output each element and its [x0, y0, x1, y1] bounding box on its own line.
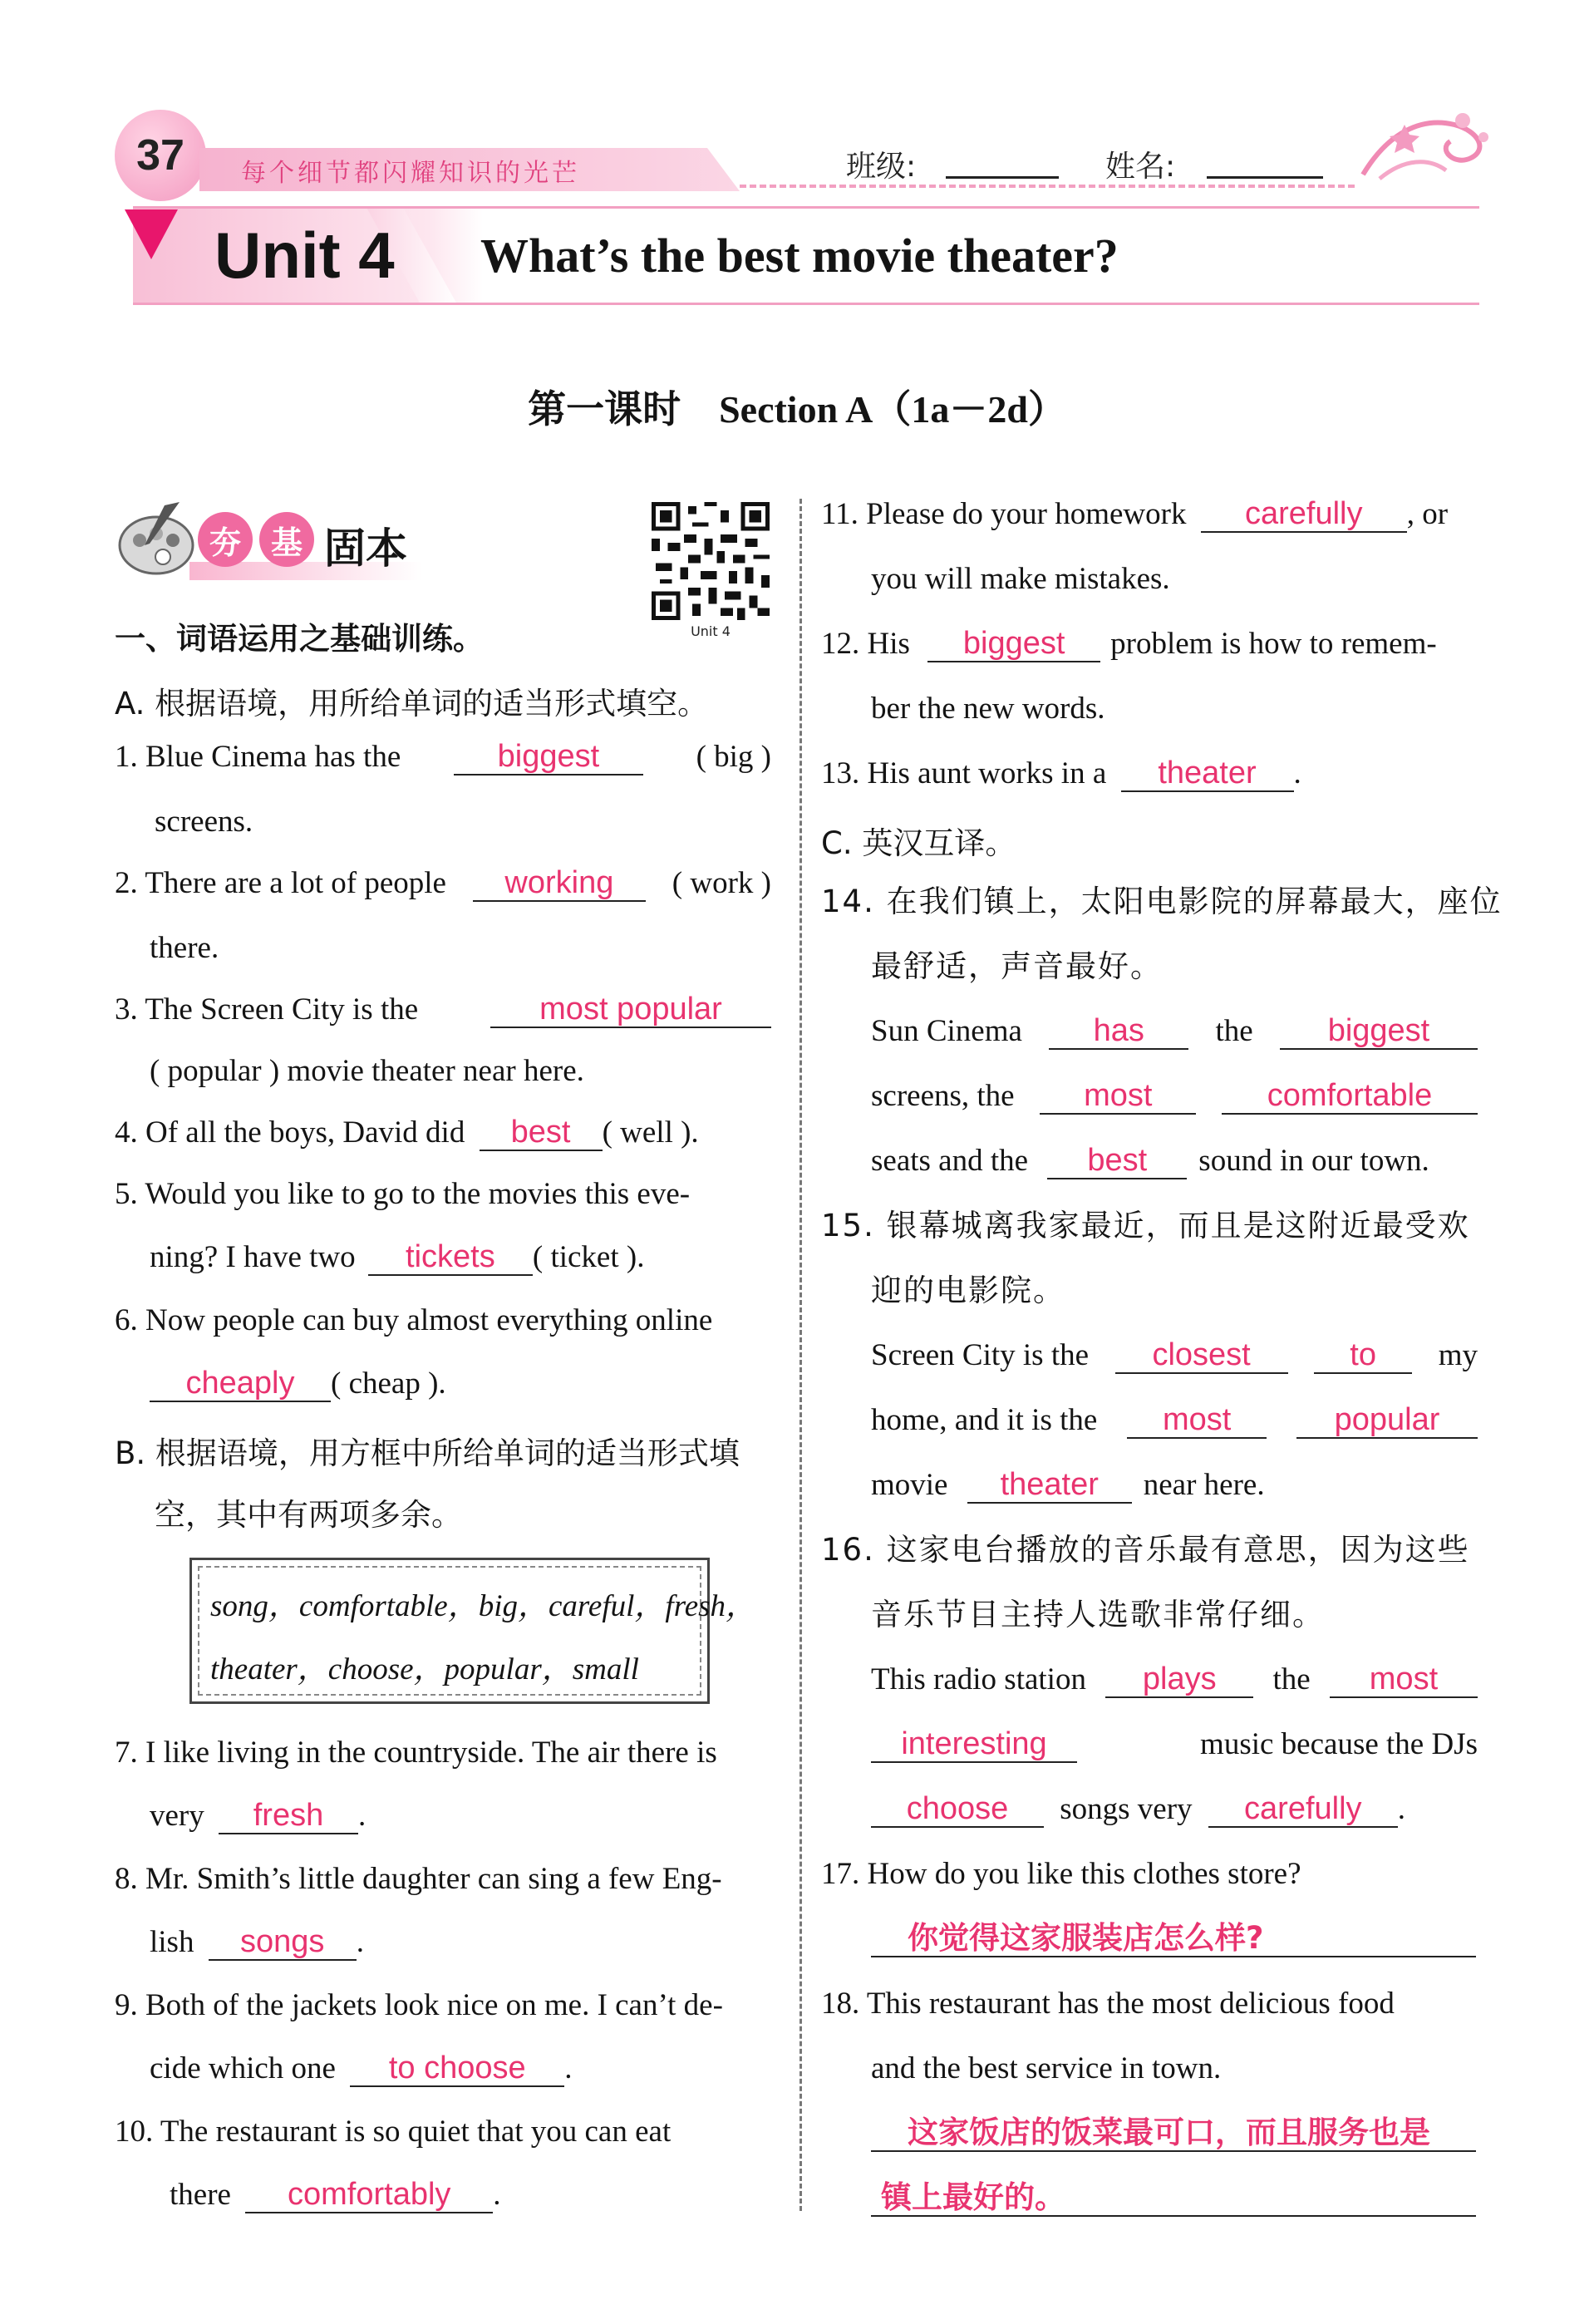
- q16-blank-5[interactable]: carefully: [1208, 1792, 1398, 1828]
- q9-blank[interactable]: to choose: [350, 2051, 564, 2087]
- q18-blank-1[interactable]: 这家饭店的饭菜最可口，而且服务也是: [871, 2116, 1476, 2152]
- q3-blank[interactable]: most popular: [490, 992, 771, 1028]
- q18-answer-line1: [871, 2115, 1476, 2153]
- q15-blank-4[interactable]: popular: [1296, 1403, 1478, 1439]
- unit-label: Unit 4: [214, 219, 395, 292]
- q3-line2: ( popular ) movie theater near here.: [150, 1054, 584, 1088]
- word-box-line-2: theater，choose，popular，small: [210, 1652, 639, 1686]
- q8-line2: lish songs .: [150, 1924, 364, 1959]
- q17-answer-line: [871, 1920, 1476, 1958]
- unit-triangle-icon: [125, 209, 178, 259]
- q12-line2: ber the new words.: [871, 692, 1105, 726]
- q15-blank-5[interactable]: theater: [967, 1468, 1132, 1504]
- section-badge: [115, 497, 447, 588]
- q14-blank-1[interactable]: has: [1049, 1014, 1188, 1050]
- q17-blank[interactable]: 你觉得这家服装店怎么样?: [871, 1922, 1476, 1957]
- badge-text: 固本: [324, 524, 407, 573]
- q11-line2: you will make mistakes.: [871, 562, 1170, 596]
- q15-en-line2: home, and it is the most popular: [871, 1401, 1478, 1440]
- qr-label: Unit 4: [691, 623, 731, 639]
- q2-blank[interactable]: working: [473, 866, 646, 902]
- unit-bottom-line: [133, 303, 1479, 305]
- q8-line1: 8. Mr. Smith’s little daughter can sing a few Eng-: [115, 1862, 722, 1896]
- part1-title: 一、词语运用之基础训练。: [115, 621, 484, 657]
- q16-cn-line2: 音乐节目主持人选歌非常仔细。: [871, 1597, 1325, 1632]
- q14-blank-4[interactable]: comfortable: [1222, 1079, 1478, 1115]
- name-label: 姓名:: [1105, 150, 1176, 184]
- q18-answer-line2: [871, 2179, 1476, 2218]
- q5-line1: 5. Would you like to go to the movies this eve-: [115, 1177, 691, 1211]
- part-a-title: A. 根据语境，用所给单词的适当形式填空。: [115, 686, 709, 721]
- q2-line2: there.: [150, 931, 219, 965]
- q14-en-line2: screens, the most comfortable: [871, 1077, 1478, 1115]
- q16-en-line1: This radio station plays the most: [871, 1661, 1478, 1699]
- q9-line1: 9. Both of the jackets look nice on me. I can’t de-: [115, 1988, 723, 2022]
- q4-blank[interactable]: best: [480, 1115, 603, 1151]
- q5-blank[interactable]: tickets: [368, 1240, 533, 1276]
- q16-blank-2[interactable]: most: [1330, 1662, 1478, 1698]
- q15-cn-line2: 迎的电影院。: [871, 1273, 1065, 1308]
- q15-cn-line1: 15. 银幕城离我家最近，而且是这附近最受欢: [821, 1208, 1470, 1243]
- q11-line1: 11. Please do your homework carefully , or: [821, 496, 1449, 531]
- badge-char-2: 基: [259, 512, 314, 567]
- q16-en-line2: interesting music because the DJs: [871, 1726, 1478, 1764]
- q7-blank[interactable]: fresh: [219, 1799, 358, 1834]
- q6-blank[interactable]: cheaply: [150, 1366, 331, 1402]
- q9-line2: cide which one to choose .: [150, 2051, 573, 2085]
- q6-line1: 6. Now people can buy almost everything online: [115, 1303, 713, 1337]
- q16-blank-4[interactable]: choose: [871, 1792, 1044, 1828]
- q4-line1: 4. Of all the boys, David did best ( well ).: [115, 1115, 699, 1150]
- part-c-title: C. 英汉互译。: [821, 825, 1016, 861]
- word-box-line-1: song，comfortable，big，careful，fresh，: [210, 1589, 757, 1623]
- q18-blank-2[interactable]: 镇上最好的。: [871, 2181, 1476, 2217]
- q13-line1: 13. His aunt works in a theater .: [821, 756, 1301, 790]
- q3-line1: 3. The Screen City is the most popular: [115, 991, 771, 1029]
- lesson-title: 第一课时 Section A（1a－2d）: [528, 388, 1066, 431]
- q10-line2: there comfortably .: [170, 2177, 501, 2212]
- q16-blank-1[interactable]: plays: [1105, 1662, 1253, 1698]
- q12-blank[interactable]: biggest: [927, 627, 1100, 662]
- column-divider: [799, 499, 802, 2211]
- q7-line1: 7. I like living in the countryside. The air there is: [115, 1736, 717, 1770]
- q5-line2: ning? I have two tickets ( ticket ).: [150, 1239, 645, 1274]
- q15-blank-1[interactable]: closest: [1115, 1338, 1288, 1374]
- q14-blank-2[interactable]: biggest: [1280, 1014, 1478, 1050]
- q16-cn-line1: 16. 这家电台播放的音乐最有意思，因为这些: [821, 1532, 1470, 1568]
- flourish-ornament-icon: [1355, 100, 1496, 191]
- q14-blank-5[interactable]: best: [1047, 1144, 1187, 1179]
- q6-line2: cheaply ( cheap ).: [150, 1365, 446, 1403]
- q16-blank-3[interactable]: interesting: [871, 1727, 1077, 1763]
- q2-line1: 2. There are a lot of people working ( work ): [115, 865, 771, 900]
- q10-line1: 10. The restaurant is so quiet that you can eat: [115, 2115, 672, 2149]
- q15-blank-2[interactable]: to: [1314, 1338, 1412, 1374]
- q15-en-line3: movie theater near here.: [871, 1467, 1265, 1502]
- page-number: 37: [115, 110, 206, 201]
- part-b-title-2: 空，其中有两项多余。: [155, 1497, 462, 1533]
- q7-line2: very fresh .: [150, 1798, 367, 1833]
- q15-en-line1: Screen City is the closest to my: [871, 1337, 1478, 1372]
- q14-blank-3[interactable]: most: [1040, 1079, 1196, 1115]
- q16-en-line3: choose songs very carefully .: [871, 1790, 1405, 1829]
- q18-line1: 18. This restaurant has the most delicious food: [821, 1987, 1395, 2021]
- q14-cn-line2: 最舒适，声音最好。: [871, 948, 1163, 984]
- q1-line1: 1. Blue Cinema has the biggest ( big ): [115, 739, 771, 774]
- q13-blank[interactable]: theater: [1121, 756, 1294, 792]
- q11-blank[interactable]: carefully: [1201, 497, 1407, 533]
- q17-line1: 17. How do you like this clothes store?: [821, 1857, 1301, 1891]
- part-b-title-1: B. 根据语境，用方框中所给单词的适当形式填: [115, 1435, 740, 1471]
- header-dash-line: [740, 185, 1355, 188]
- q1-line2: screens.: [155, 805, 253, 839]
- qr-code-icon[interactable]: [652, 502, 770, 620]
- unit-title: What’s the best movie theater?: [480, 229, 1119, 283]
- palette-icon: [115, 497, 198, 580]
- q18-line2: and the best service in town.: [871, 2051, 1222, 2085]
- q1-blank[interactable]: biggest: [454, 740, 643, 775]
- q10-blank[interactable]: comfortably: [245, 2178, 493, 2213]
- q14-en-line3: seats and the best sound in our town.: [871, 1143, 1429, 1178]
- q8-blank[interactable]: songs: [209, 1925, 357, 1961]
- word-box: [189, 1558, 757, 1704]
- q12-line1: 12. His biggest problem is how to remem-: [821, 626, 1437, 661]
- class-label: 班级:: [846, 150, 917, 184]
- q15-blank-3[interactable]: most: [1127, 1403, 1267, 1439]
- class-blank[interactable]: [946, 176, 1059, 179]
- name-blank[interactable]: [1207, 176, 1323, 179]
- unit-top-line: [133, 206, 1479, 209]
- slogan: 每个细节都闪耀知识的光芒: [241, 159, 580, 188]
- q14-cn-line1: 14. 在我们镇上，太阳电影院的屏幕最大，座位: [821, 884, 1503, 919]
- badge-char-1: 夯: [198, 512, 253, 567]
- q14-en-line1: Sun Cinema has the biggest: [871, 1012, 1478, 1051]
